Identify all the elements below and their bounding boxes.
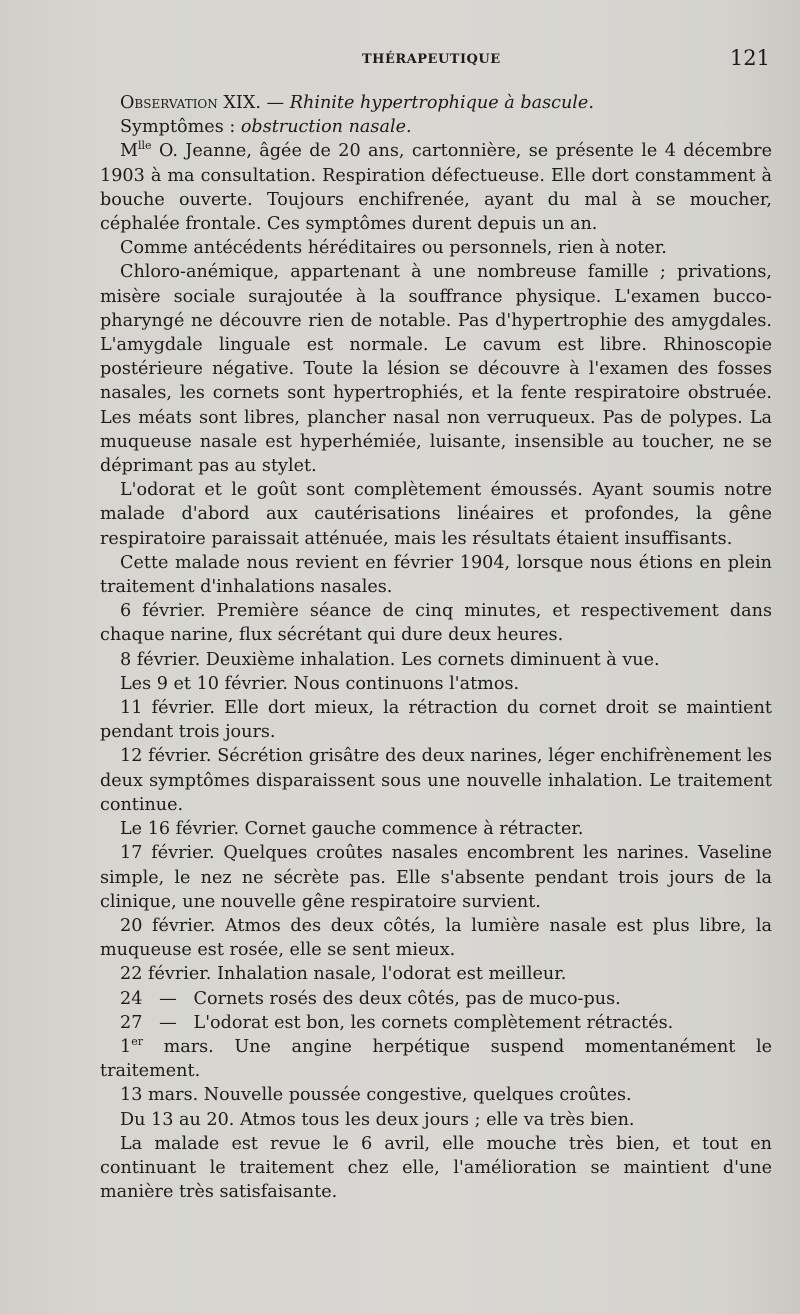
observation-heading — [100, 91, 772, 115]
paragraph: 24 — Cornets rosés des deux côtés, pas de muco-pus. — [120, 988, 621, 1009]
paragraph: Les 9 et 10 février. Nous continuons l'atmos. — [120, 673, 520, 694]
observation-title: Rhinite hypertrophique à bascule. — [289, 93, 594, 113]
paragraph: Comme antécédents héréditaires ou personnels, rien à noter. — [120, 238, 667, 259]
paragraph: Cette malade nous revient en février 1904, lorsque nous étions en plein traitement d'inhalations nasales. — [100, 552, 772, 598]
symptoms-value: obstruction nasale. — [240, 117, 412, 138]
paragraph: Le 16 février. Cornet gauche commence à rétracter. — [120, 819, 584, 840]
march-first-text: mars. Une angine herpétique suspend momentanément le traitement. — [100, 1036, 772, 1082]
paragraph: L'odorat et le goût sont complètement émoussés. Ayant soumis notre malade d'abord aux cautérisations linéaires et profondes, la gêne respiratoire paraissait atténuée, mais les résultats étaient insuffisants. — [100, 480, 772, 549]
paragraph: 8 février. Deuxième inhalation. Les cornets diminuent à vue. — [120, 649, 660, 670]
observation-label: Observation — [120, 93, 218, 113]
running-title: THÉRAPEUTIQUE — [362, 52, 501, 67]
observation-dash: — — [260, 93, 290, 113]
paragraph: Du 13 au 20. Atmos tous les deux jours ; elle va très bien. — [120, 1109, 635, 1130]
patient-paragraph — [100, 139, 772, 236]
symptoms-label: Symptômes : — [120, 117, 241, 138]
patient-title-prefix: M — [120, 141, 139, 162]
observation-number: XIX. — [223, 93, 261, 113]
march-first-paragraph — [100, 1035, 772, 1083]
paragraph: 27 — L'odorat est bon, les cornets complètement rétractés. — [120, 1012, 674, 1033]
paragraph: 12 février. Sécrétion grisâtre des deux narines, léger enchifrènement les deux symptômes disparaissent sous une nouvelle inhalation. Le traitement continue. — [100, 746, 772, 815]
paragraph: La malade est revue le 6 avril, elle mouche très bien, et tout en continuant le traitement chez elle, l'amélioration se maintient d'une manière très satisfaisante. — [100, 1133, 772, 1203]
symptoms-line — [100, 115, 772, 139]
body-text — [100, 91, 772, 1204]
paragraph: 13 mars. Nouvelle poussée congestive, quelques croûtes. — [120, 1085, 632, 1106]
march-first-day: 1 — [120, 1036, 132, 1057]
paragraph: 17 février. Quelques croûtes nasales encombrent les narines. Vaseline simple, le nez ne sécrète pas. Elle s'absente pendant trois jours de la clinique, une nouvelle gêne respiratoire survient. — [100, 843, 772, 912]
patient-text: O. Jeanne, âgée de 20 ans, cartonnière, se présente le 4 décembre 1903 à ma consultation. Respiration défectueuse. Elle dort constamment à bouche ouverte. Toujours enchifrenée, ayant du mal à se moucher, céphalée frontale. Ces symptômes durent depuis un an. — [100, 141, 772, 235]
paragraph: 22 février. Inhalation nasale, l'odorat est meilleur. — [120, 964, 567, 985]
paragraph: 6 février. Première séance de cinq minutes, et respectivement dans chaque narine, flux sécrétant qui dure deux heures. — [100, 601, 772, 646]
paragraph: Chloro-anémique, appartenant à une nombreuse famille ; privations, misère sociale surajoutée à la souffrance physique. L'examen bucco-pharyngé ne découvre rien de notable. Pas d'hypertrophie des amygdales. L'amygdale linguale est normale. Le cavum est libre. Rhinoscopie postérieure négative. Toute la lésion se découvre à l'examen des fosses nasales, les cornets sont hypertrophiés, et la fente respiratoire obstruée. Les méats sont libres, plancher nasal non verruqueux. Pas de polypes. La muqueuse nasale est hyperhémiée, luisante, insensible au toucher, ne se déprimant pas au stylet. — [100, 262, 772, 477]
patient-title-sup: lle — [138, 139, 152, 153]
paragraph: 11 février. Elle dort mieux, la rétraction du cornet droit se maintient pendant trois jours. — [100, 698, 772, 743]
paragraph: 20 février. Atmos des deux côtés, la lumière nasale est plus libre, la muqueuse est rosée, elle se sent mieux. — [100, 915, 772, 961]
running-header — [100, 46, 770, 78]
march-first-sup: er — [131, 1035, 143, 1049]
page-number: 121 — [729, 46, 770, 70]
